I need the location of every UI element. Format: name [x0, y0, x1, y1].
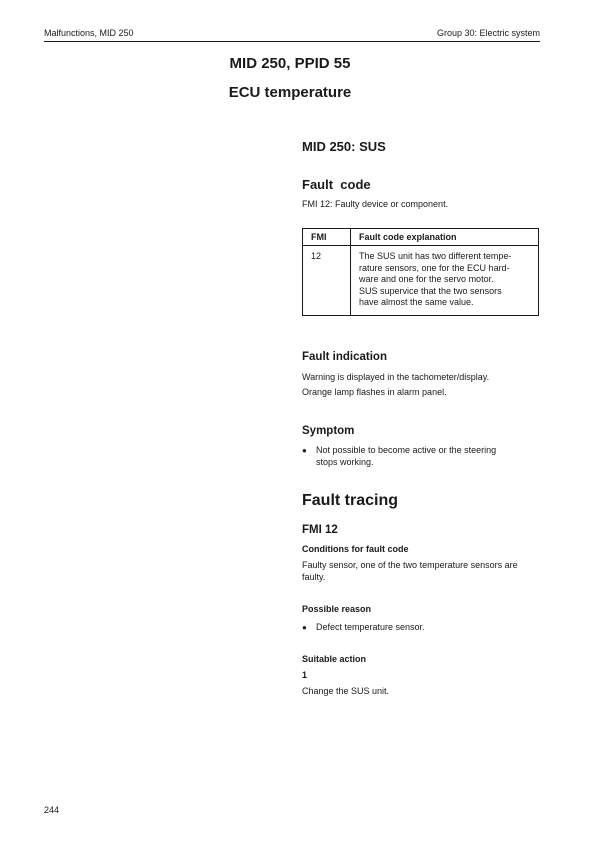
fault-indication-line-2: Orange lamp flashes in alarm panel.	[302, 387, 447, 397]
table-header-explanation: Fault code explanation	[351, 229, 539, 246]
table-header-row	[303, 229, 539, 246]
explanation-line: have almost the same value.	[359, 297, 474, 307]
fault-code-table	[302, 228, 539, 316]
suitable-action-heading: Suitable action	[302, 654, 367, 664]
conditions-line: Faulty sensor, one of the two temperature sensors are	[302, 560, 518, 570]
symptom-bullet-item	[302, 444, 542, 468]
page-title-line1: MID 250, PPID 55	[229, 55, 351, 72]
explanation-line: SUS supervice that the two sensors	[359, 285, 502, 296]
action-text: Change the SUS unit.	[302, 686, 390, 696]
symptom-heading: Symptom	[302, 425, 355, 437]
header-rule	[44, 41, 540, 42]
fault-indication-line-1: Warning is displayed in the tachometer/display.	[302, 372, 490, 382]
table-cell-fmi: 12	[303, 246, 351, 316]
symptom-line: Not possible to become active or the steering	[316, 445, 497, 455]
bullet-icon: ●	[302, 446, 307, 455]
table-header-fmi: FMI	[303, 229, 351, 246]
fault-code-heading: Fault code	[302, 177, 371, 192]
page-number: 244	[44, 805, 60, 815]
explanation-line: ware and one for the servo motor.	[359, 274, 494, 284]
running-header-left: Malfunctions, MID 250	[44, 28, 134, 38]
reason-text: Defect temperature sensor.	[316, 622, 425, 632]
possible-reason-heading: Possible reason	[302, 604, 372, 614]
bullet-icon: ●	[302, 623, 307, 632]
conditions-heading: Conditions for fault code	[302, 544, 409, 554]
explanation-line: The SUS unit has two different tempe-	[359, 251, 512, 261]
page-title-line2: ECU temperature	[228, 84, 352, 101]
symptom-text	[316, 444, 496, 468]
table-row	[303, 246, 539, 316]
explanation-line: rature sensors, one for the ECU hard-	[359, 262, 510, 273]
fault-tracing-heading: Fault tracing	[302, 492, 399, 509]
fault-code-text: FMI 12: Faulty device or component.	[302, 199, 449, 209]
reason-bullet-item	[302, 621, 542, 634]
conditions-text	[302, 559, 547, 583]
mid-heading: MID 250: SUS	[302, 139, 386, 154]
symptom-line: stops working.	[316, 457, 374, 467]
table-cell-explanation	[351, 246, 539, 316]
action-step-number: 1	[302, 670, 308, 680]
fault-indication-heading: Fault indication	[302, 351, 387, 363]
fmi-12-heading: FMI 12	[302, 524, 338, 536]
conditions-line: faulty.	[302, 572, 326, 582]
running-header-right: Group 30: Electric system	[436, 28, 540, 38]
